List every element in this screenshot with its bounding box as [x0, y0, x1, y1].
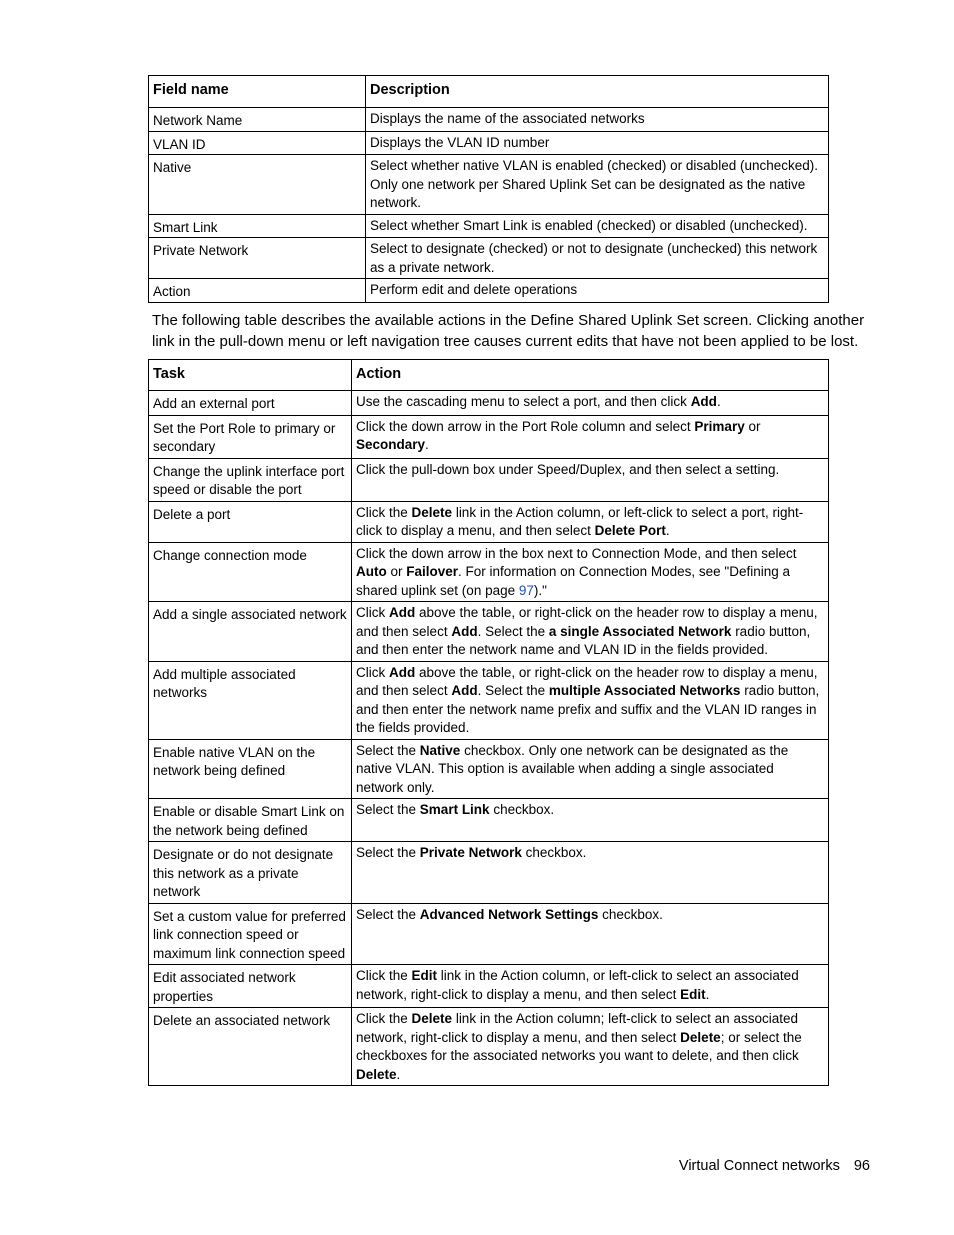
- task-cell: Add multiple associated networks: [149, 661, 352, 739]
- field-description: Select to designate (checked) or not to designate (unchecked) this network as a private network.: [366, 238, 829, 279]
- field-name: Action: [149, 279, 366, 303]
- action-cell: Click the Delete link in the Action column; left-click to select an associated network, right-click to display a menu, and then select Delete; or select the checkboxes for the associated networks you want to delete, and then click Delete.: [352, 1008, 829, 1086]
- task-cell: Delete a port: [149, 501, 352, 542]
- task-cell: Change connection mode: [149, 542, 352, 602]
- table-row: [149, 214, 829, 238]
- task-cell: Enable or disable Smart Link on the network being defined: [149, 799, 352, 842]
- table-row: [149, 458, 829, 501]
- field-name: Smart Link: [149, 214, 366, 238]
- table-row: [149, 279, 829, 303]
- task-action-table: [148, 359, 829, 1086]
- table-row: [149, 415, 829, 458]
- table-row: [149, 391, 829, 416]
- table-row: [149, 799, 829, 842]
- header-field-name: Field name: [149, 76, 366, 108]
- footer-section-title: Virtual Connect networks: [678, 1158, 840, 1174]
- action-cell: Use the cascading menu to select a port, and then click Add.: [352, 391, 829, 416]
- table-row: [149, 238, 829, 279]
- field-name: Network Name: [149, 108, 366, 132]
- task-cell: Set the Port Role to primary or secondary: [149, 415, 352, 458]
- intro-paragraph: The following table describes the available actions in the Define Shared Uplink Set screen. Clicking another link in the pull-down menu or left navigation tree causes current edits that have not been applied to be lost.: [152, 312, 865, 350]
- field-name: VLAN ID: [149, 131, 366, 155]
- task-cell: Delete an associated network: [149, 1008, 352, 1086]
- table-row: [149, 739, 829, 799]
- task-cell: Edit associated network properties: [149, 965, 352, 1008]
- field-name: Private Network: [149, 238, 366, 279]
- action-cell: Select the Native checkbox. Only one network can be designated as the native VLAN. This option is available when adding a single associated network only.: [352, 739, 829, 799]
- field-description: Select whether native VLAN is enabled (checked) or disabled (unchecked). Only one network per Shared Uplink Set can be designated as the native network.: [366, 155, 829, 215]
- action-cell: Click the pull-down box under Speed/Duplex, and then select a setting.: [352, 458, 829, 501]
- page-footer: [679, 1158, 870, 1174]
- action-cell: Select the Advanced Network Settings checkbox.: [352, 903, 829, 965]
- page-ref-link[interactable]: 97: [518, 582, 534, 598]
- task-cell: Set a custom value for preferred link connection speed or maximum link connection speed: [149, 903, 352, 965]
- table-header-row: [149, 76, 829, 108]
- table-row: [149, 903, 829, 965]
- action-cell: Click Add above the table, or right-click on the header row to display a menu, and then select Add. Select the a single Associated Network radio button, and then enter the network name and VLAN ID in the fields provided.: [352, 602, 829, 662]
- table-row: [149, 108, 829, 132]
- header-action: Action: [352, 360, 829, 391]
- action-cell: Click the down arrow in the box next to Connection Mode, and then select Auto or Failover. For information on Connection Modes, see "Defining a shared uplink set (on page 97).": [352, 542, 829, 602]
- action-cell: Click the Edit link in the Action column, or left-click to select an associated network, right-click to display a menu, and then select Edit.: [352, 965, 829, 1008]
- table-row: [149, 501, 829, 542]
- table-header-row: [149, 360, 829, 391]
- field-description: Perform edit and delete operations: [366, 279, 829, 303]
- field-description-table: [148, 75, 829, 303]
- header-task: Task: [149, 360, 352, 391]
- table-row: [149, 155, 829, 215]
- table-row: [149, 542, 829, 602]
- field-description: Select whether Smart Link is enabled (checked) or disabled (unchecked).: [366, 214, 829, 238]
- task-cell: Change the uplink interface port speed or disable the port: [149, 458, 352, 501]
- task-cell: Add a single associated network: [149, 602, 352, 662]
- field-description: Displays the name of the associated networks: [366, 108, 829, 132]
- table-row: [149, 1008, 829, 1086]
- task-cell: Add an external port: [149, 391, 352, 416]
- task-cell: Enable native VLAN on the network being defined: [149, 739, 352, 799]
- action-cell: Select the Smart Link checkbox.: [352, 799, 829, 842]
- action-cell: Click Add above the table, or right-click on the header row to display a menu, and then select Add. Select the multiple Associated Networks radio button, and then enter the network name prefix and suffix and the VLAN ID ranges in the fields provided.: [352, 661, 829, 739]
- table-row: [149, 131, 829, 155]
- action-cell: Click the Delete link in the Action column, or left-click to select a port, right-click to display a menu, and then select Delete Port.: [352, 501, 829, 542]
- table-row: [149, 965, 829, 1008]
- field-name: Native: [149, 155, 366, 215]
- table-row: [149, 602, 829, 662]
- page-number: 96: [853, 1158, 870, 1174]
- field-description: Displays the VLAN ID number: [366, 131, 829, 155]
- table-row: [149, 842, 829, 904]
- action-cell: Select the Private Network checkbox.: [352, 842, 829, 904]
- header-description: Description: [366, 76, 829, 108]
- task-cell: Designate or do not designate this network as a private network: [149, 842, 352, 904]
- table-row: [149, 661, 829, 739]
- action-cell: Click the down arrow in the Port Role column and select Primary or Secondary.: [352, 415, 829, 458]
